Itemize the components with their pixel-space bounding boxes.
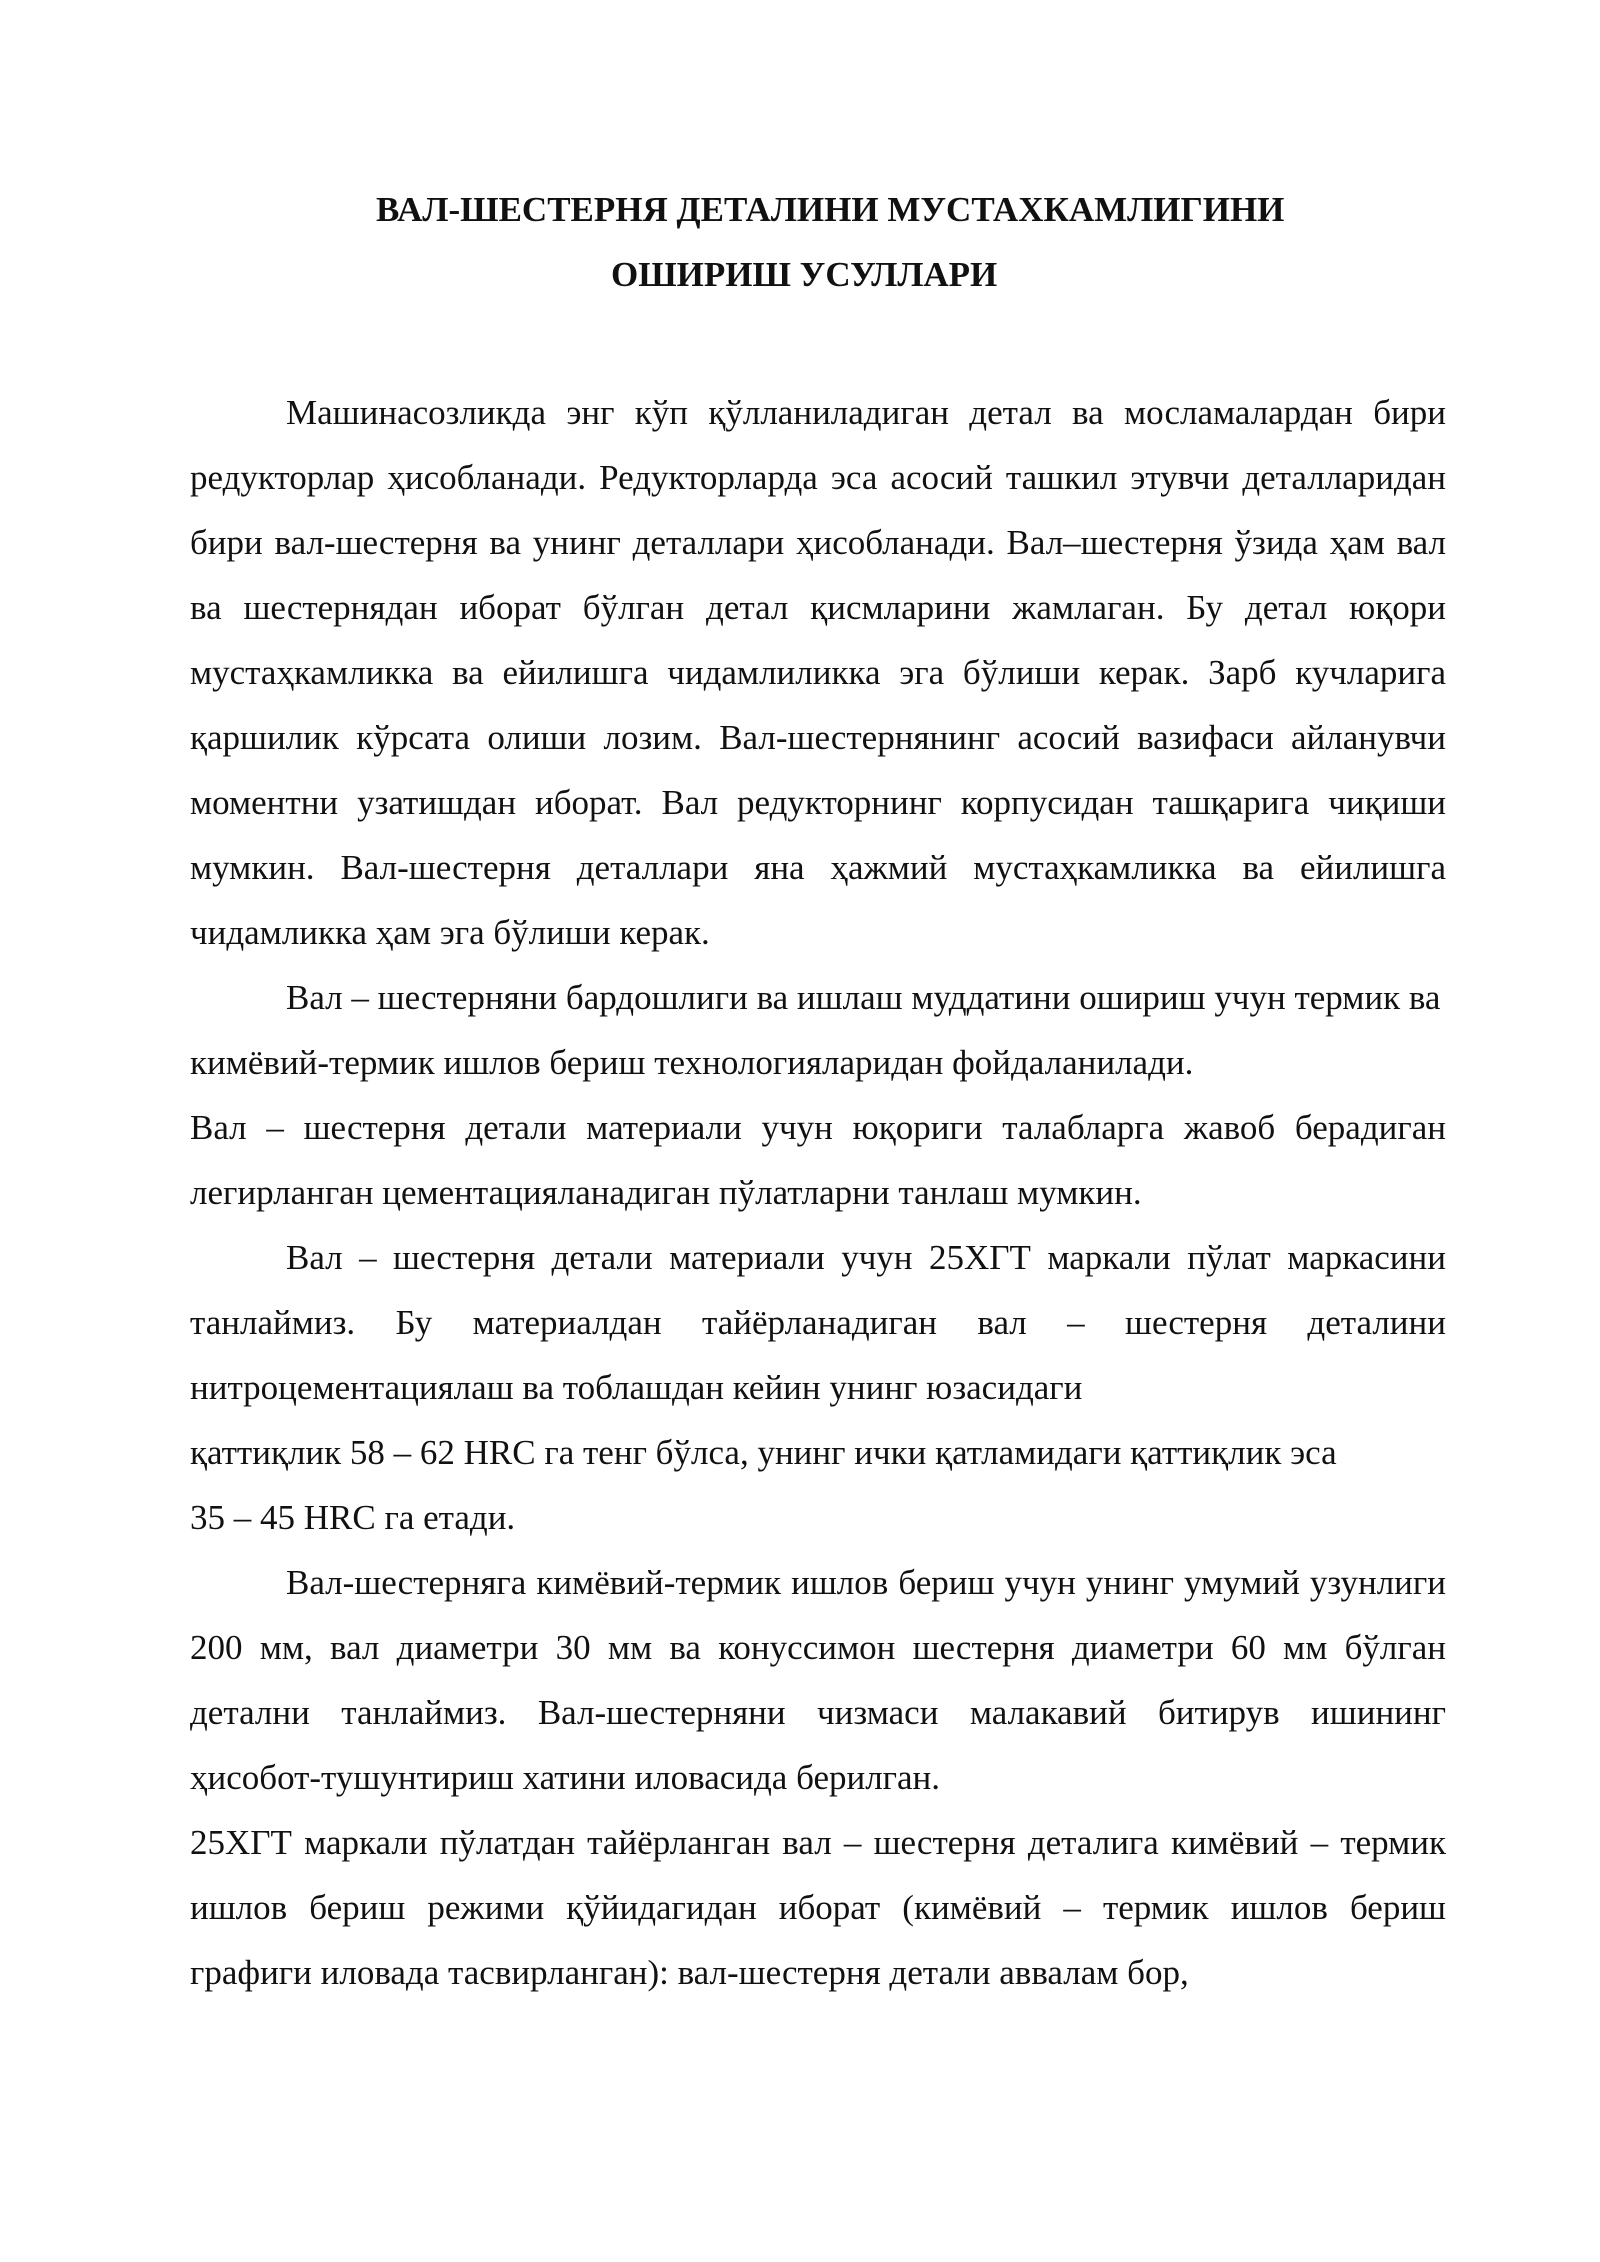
paragraph-1: Машинасозликда энг кўп қўлланиладиган детал ва мосламалардан бири редукторлар ҳисобланади. Редукторларда эса асосий ташкил этувчи деталларидан бири вал-шестерня ва унинг деталлари ҳисобланади. Вал–шестерня ўзида ҳам вал ва шестернядан иборат бўлган детал қисмларини жамлаган. Бу детал юқори мустаҳкамликка ва ейилишга чидамлиликка эга бўлиши керак. Зарб кучларига қаршилик кўрсата олиши лозим. Вал-шестернянинг асосий вазифаси айланувчи моментни узатишдан иборат. Вал редукторнинг корпусидан ташқарига чиқиши мумкин. Вал-шестерня деталлари яна ҳажмий мустаҳкамликка ва ейилишга чидамликка ҳам эга бўлиши керак. — [190, 393, 1446, 952]
paragraph-3: Вал – шестерня детали материали учун юқориги талабларга жавоб берадиган легирланган цементацияланадиган пўлатларни танлаш мумкин. — [190, 1108, 1446, 1212]
document-body — [190, 380, 1446, 2005]
paragraph-4-line-2: қаттиқлик 58 – 62 HRC га тенг бўлса, унинг ички қатламидаги қаттиқлик эса — [190, 1433, 1337, 1472]
paragraph-4: Вал – шестерня детали материали учун 25ХГТ маркали пўлат маркасини танлаймиз. Бу материалдан тайёрланадиган вал – шестерня деталини нитроцементациялаш ва тоблашдан кейин унинг юзасидаги — [190, 1238, 1446, 1407]
paragraph-5: Вал-шестерняга кимёвий-термик ишлов бериш учун унинг умумий узунлиги 200 мм, вал диаметри 30 мм ва конуссимон шестерня диаметри 60 мм бўлган детални танлаймиз. Вал-шестерняни чизмаси малакавий битирув ишининг ҳисобот-тушунтириш хатини иловасида берилган. — [190, 1563, 1446, 1797]
paragraph-6: 25ХГТ маркали пўлатдан тайёрланган вал – шестерня деталига кимёвий – термик ишлов бериш режими қўйидагидан иборат (кимёвий – термик ишлов бериш графиги иловада тасвирланган): вал-шестерня детали аввалам бор, — [190, 1823, 1446, 1992]
paragraph-4-line-3: 35 – 45 HRC га етади. — [190, 1498, 516, 1537]
document-title-line-2: ОШИРИШ УСУЛЛАРИ — [611, 255, 998, 294]
document-title-line-1: ВАЛ-ШЕСТЕРНЯ ДЕТАЛИНИ МУСТАХКАМЛИГИНИ — [376, 190, 1285, 229]
paragraph-2: Вал – шестерняни бардошлиги ва ишлаш муддатини ошириш учун термик ва кимёвий-термик ишлов бериш технологияларидан фойдаланилади. — [190, 978, 1441, 1082]
